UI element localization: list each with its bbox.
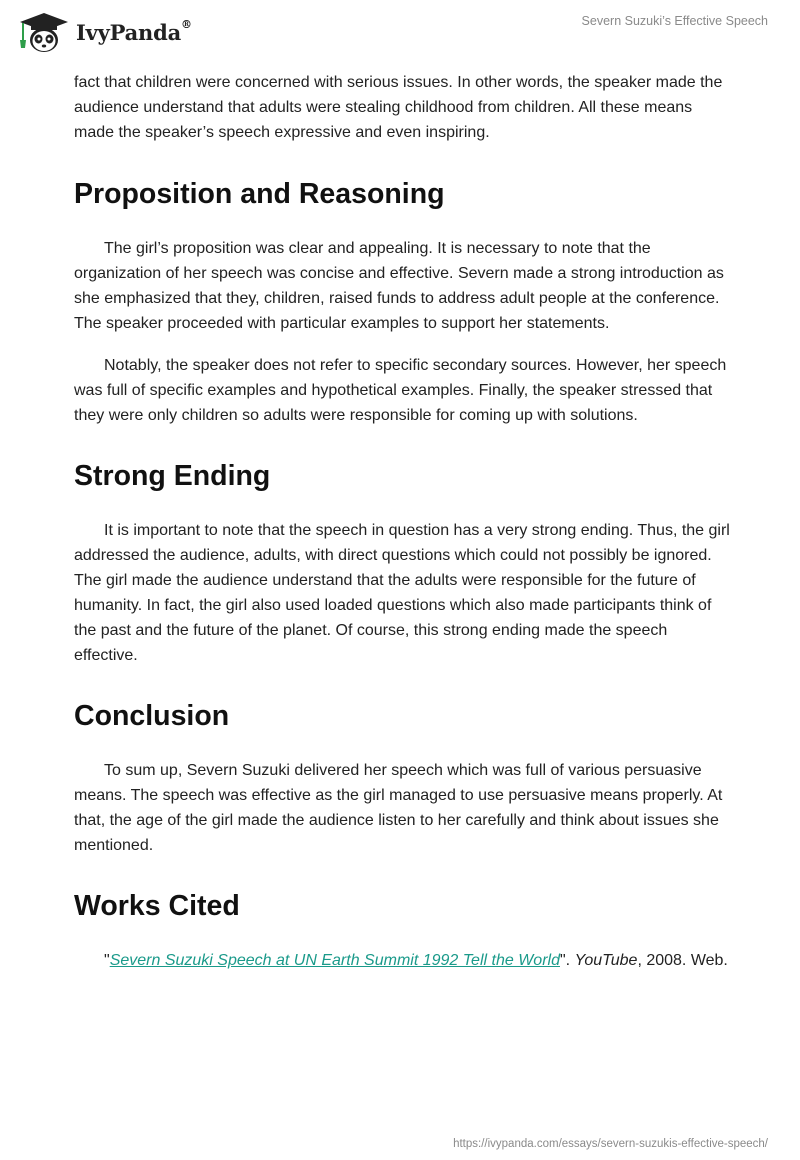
heading-proposition: Proposition and Reasoning (74, 178, 445, 210)
heading-conclusion: Conclusion (74, 700, 230, 732)
citation-entry (74, 948, 734, 973)
citation-link[interactable]: Severn Suzuki Speech at UN Earth Summit 1992 Tell the World (109, 952, 560, 969)
citation-quote-close: ". (559, 952, 575, 969)
registered-mark: ® (181, 17, 192, 31)
conclusion-paragraph: To sum up, Severn Suzuki delivered her speech which was full of various persuasive means. The speech was effective as the girl managed to use persuasive means properly. At that, the age of the girl made the audience listen to her carefully and think about issues she mentioned. (74, 762, 723, 854)
essay-body (74, 70, 734, 973)
ivypanda-logo[interactable] (14, 10, 192, 54)
page-header (0, 0, 800, 70)
ending-paragraph: It is important to note that the speech in question has a very strong ending. Thus, the girl addressed the audience, adults, with direct questions which could not possibly be ignored. The girl made the audience understand that the adults were responsible for the future of humanity. In fact, the girl also used loaded questions which also made participants think of the past and the future of the planet. Of course, this strong ending made the speech effective. (74, 522, 730, 664)
brand-name: IvyPanda (76, 19, 182, 45)
intro-paragraph: fact that children were concerned with serious issues. In other words, the speaker made the audience understand that adults were stealing childhood from children. All these means made the speaker’s speech expressive and even inspiring. (74, 74, 723, 141)
citation-quote-open: " (104, 952, 110, 969)
document-title: Severn Suzuki’s Effective Speech (581, 14, 768, 28)
citation-tail: , 2008. Web. (637, 952, 728, 969)
proposition-paragraph-2: Notably, the speaker does not refer to specific secondary sources. However, her speech was full of specific examples and hypothetical examples. Finally, the speaker stressed that they were only children so adults were responsible for coming up with solutions. (74, 357, 727, 424)
heading-strong-ending: Strong Ending (74, 460, 271, 492)
heading-works-cited: Works Cited (74, 890, 240, 922)
proposition-paragraph-1: The girl’s proposition was clear and appealing. It is necessary to note that the organization of her speech was concise and effective. Severn made a strong introduction as she emphasized that they, children, raised funds to address adult people at the conference. The speaker proceeded with particular examples to support her statements. (74, 240, 724, 332)
panda-graduate-icon (14, 10, 70, 54)
footer-url[interactable]: https://ivypanda.com/essays/severn-suzukis-effective-speech/ (453, 1138, 768, 1150)
citation-source: YouTube (574, 952, 638, 969)
